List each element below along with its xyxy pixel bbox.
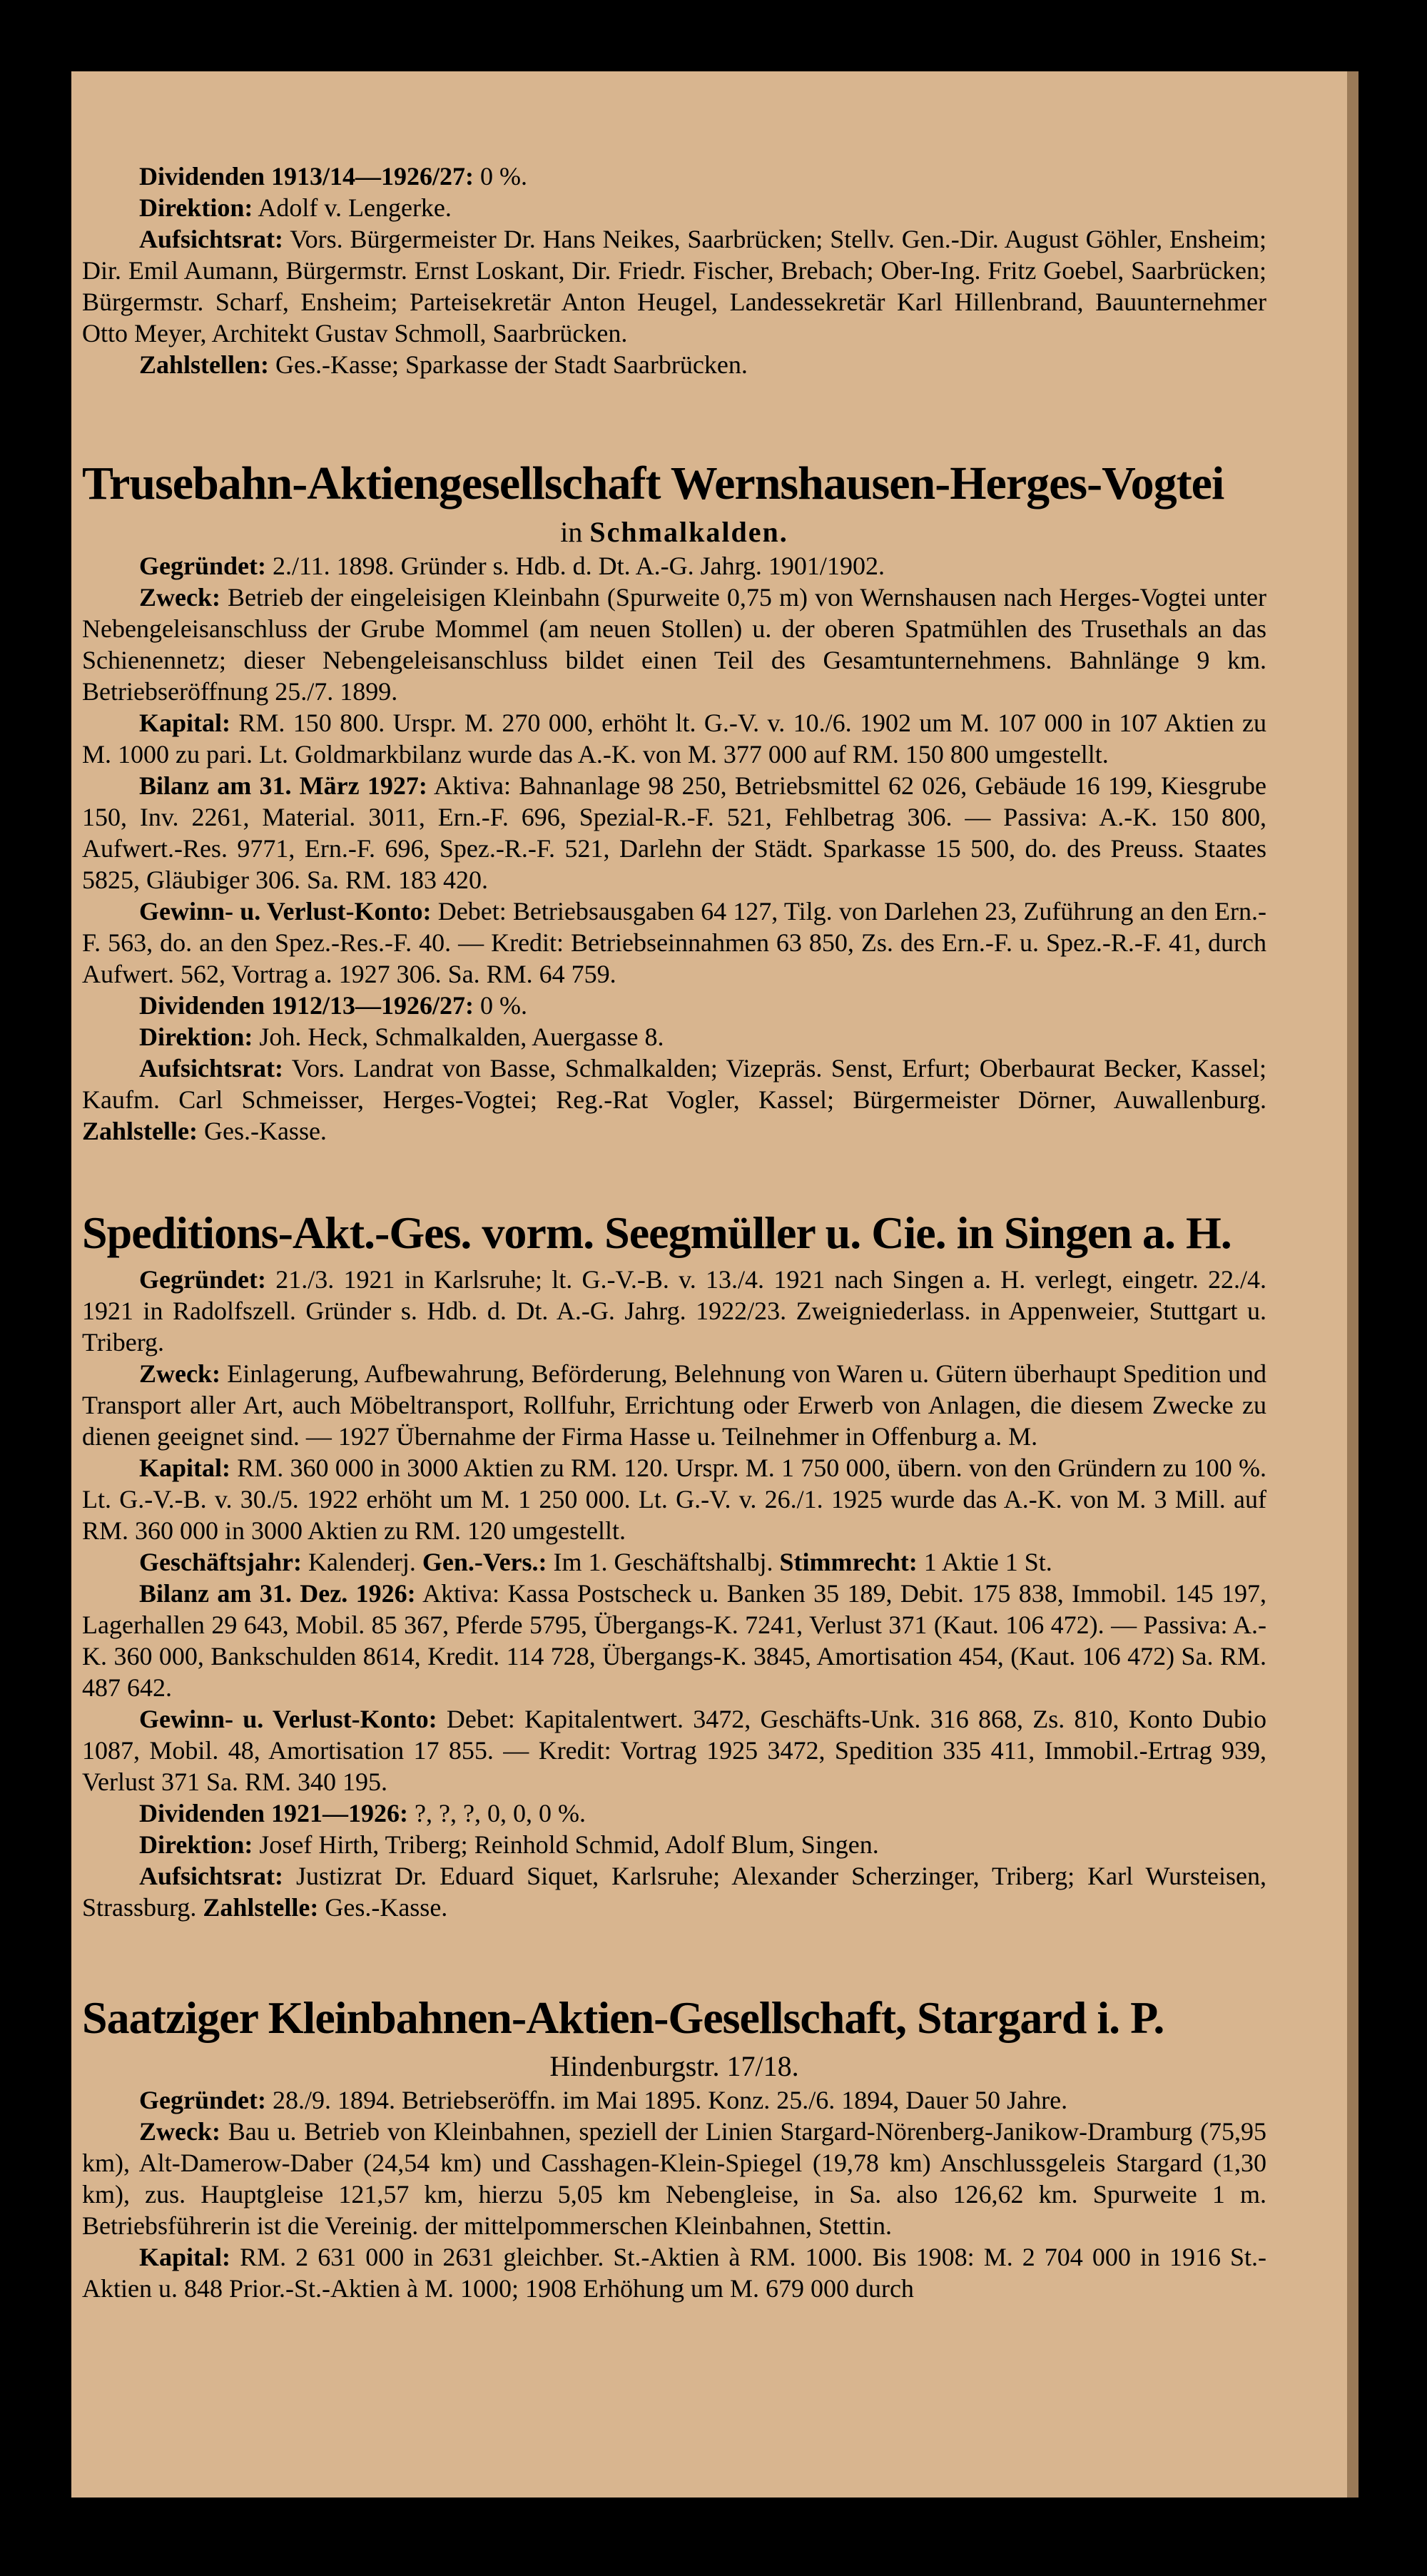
company-title: Trusebahn-Aktiengesellschaft Wernshausen-Herges-Vogtei: [82, 457, 1224, 509]
gegruendet: Gegründet: 21./3. 1921 in Karlsruhe; lt. G.-V.-B. v. 13./4. 1921 nach Singen a. H. verlegt, eingetr. 22./4. 1921 in Radolfszell. Gründer s. Hdb. d. Dt. A.-G. Jahrg. 1922/23. Zweigniederlass. in Appenweier, Stuttgart u. Triberg.: [82, 1265, 1267, 1357]
dividenden: Dividenden 1921—1926: ?, ?, ?, 0, 0, 0 %.: [139, 1799, 586, 1827]
bilanz: Bilanz am 31. März 1927: Aktiva: Bahnanlage 98 250, Betriebsmittel 62 026, Gebäude 16 199, Kiesgrube 150, Inv. 2261, Material. 3011, Ern.-F. 696, Spezial-R.-F. 521, Fehlbetrag 306. — Passiva: A.-K. 150 800, Aufwert.-Res. 9771, Ern.-F. 696, Spez.-R.-F. 521, Darlehn der Städt. Sparkasse 15 500, do. des Preuss. Staates 5825, Gläubiger 306. Sa. RM. 183 420.: [82, 771, 1266, 894]
zweck: Zweck: Betrieb der eingeleisigen Kleinbahn (Spurweite 0,75 m) von Wernshausen nach Herges-Vogtei unter Nebengeleisanschluss der Grube Mommel (am neuen Stollen) u. der oberen Spatmühlen des Trusethals an das Schienennetz; dieser Nebengeleisanschluss bildet einen Teil des Gesamtunternehmens. Bahnlänge 9 km. Betriebseröffnung 25./7. 1899.: [82, 583, 1266, 706]
entry-trusebahn: [82, 453, 1266, 1147]
prev-zahlstellen: Zahlstellen: Ges.-Kasse; Sparkasse der Stadt Saarbrücken.: [139, 350, 748, 379]
company-place: in Schmalkalden.: [560, 516, 788, 548]
geschaeftsjahr: Geschäftsjahr: Kalenderj. Gen.-Vers.: Im 1. Geschäftshalbj. Stimmrecht: 1 Aktie 1 St.: [139, 1548, 1052, 1576]
company-title: Speditions-Akt.-Ges. vorm. Seegmüller u. Cie. in Singen a. H.: [82, 1207, 1232, 1258]
company-title: Saatziger Kleinbahnen-Aktien-Gesellschaft, Stargard i. P.: [82, 1992, 1164, 2043]
company-address: Hindenburgstr. 17/18.: [549, 2050, 799, 2082]
page-fold: [1347, 71, 1359, 2498]
aufsichtsrat: Aufsichtsrat: Justizrat Dr. Eduard Siquet, Karlsruhe; Alexander Scherzinger, Triberg; Karl Wursteisen, Strassburg. Zahlstelle: Ges.-Kasse.: [82, 1862, 1267, 1922]
page-number: 7002: [82, 29, 145, 64]
guv: Gewinn- u. Verlust-Konto: Debet: Betriebsausgaben 64 127, Tilg. von Darlehen 23, Zuführung an den Ern.-F. 563, do. an den Spez.-Res.-F. 40. — Kredit: Betriebseinnahmen 63 850, Zs. des Ern.-F. u. Spez.-R.-F. 41, durch Aufwert. 562, Vortrag a. 1927 306. Sa. RM. 64 759.: [82, 897, 1266, 988]
dividenden: Dividenden 1912/13—1926/27: 0 %.: [139, 991, 528, 1020]
entry-saatziger: [82, 1987, 1266, 2304]
page-header: [82, 29, 1195, 71]
zweck: Zweck: Einlagerung, Aufbewahrung, Beförderung, Belehnung von Waren u. Gütern überhaupt Spedition und Transport aller Art, auch Möbeltransport, Rollfuhr, Errichtung oder Erwerb von Anlagen, die diesem Zwecke zu dienen geeignet sind. — 1927 Übernahme der Firma Hasse u. Teilnehmer in Offenburg a. M.: [82, 1359, 1266, 1451]
prev-entry: [82, 161, 1266, 380]
prev-direktion: Direktion: Adolf v. Lengerke.: [139, 193, 452, 222]
guv: Gewinn- u. Verlust-Konto: Debet: Kapitalentwert. 3472, Geschäfts-Unk. 316 868, Zs. 810, Konto Dubio 1087, Mobil. 48, Amortisation 17 855. — Kredit: Vortrag 1925 3472, Spedition 335 411, Immobil.-Ertrag 939, Verlust 371 Sa. RM. 340 195.: [82, 1705, 1267, 1796]
gegruendet: Gegründet: 2./11. 1898. Gründer s. Hdb. d. Dt. A.-G. Jahrg. 1901/1902.: [139, 552, 885, 580]
kapital: Kapital: RM. 150 800. Urspr. M. 270 000, erhöht lt. G.-V. v. 10./6. 1902 um M. 107 000 in 107 Aktien zu M. 1000 zu pari. Lt. Goldmarkbilanz wurde das A.-K. von M. 377 000 auf RM. 150 800 umgestellt.: [82, 709, 1267, 769]
kapital: Kapital: RM. 2 631 000 in 2631 gleichber. St.-Aktien à RM. 1000. Bis 1908: M. 2 704 000 in 1916 St.-Aktien u. 848 Prior.-St.-Aktien à M. 1000; 1908 Erhöhung um M. 679 000 durch: [82, 2243, 1267, 2303]
kapital: Kapital: RM. 360 000 in 3000 Aktien zu RM. 120. Urspr. M. 1 750 000, übern. von den Gründern zu 100 %. Lt. G.-V.-B. v. 30./5. 1922 erhöht um M. 1 250 000. Lt. G.-V. v. 26./1. 1925 wurde das A.-K. von M. 3 Mill. auf RM. 360 000 in 3000 Aktien zu RM. 120 umgestellt.: [82, 1454, 1267, 1545]
running-title: Verkehrs-, Transport- und Lagerhaus-Gesellschaften.: [382, 31, 1023, 63]
gegruendet: Gegründet: 28./9. 1894. Betriebseröffn. im Mai 1895. Konz. 25./6. 1894, Dauer 50 Jahre.: [139, 2086, 1068, 2114]
direktion: Direktion: Josef Hirth, Triberg; Reinhold Schmid, Adolf Blum, Singen.: [139, 1830, 879, 1859]
entry-seegmueller: [82, 1202, 1266, 1923]
prev-dividenden: Dividenden 1913/14—1926/27: 0 %.: [139, 162, 528, 191]
direktion: Direktion: Joh. Heck, Schmalkalden, Auergasse 8.: [139, 1023, 664, 1051]
bilanz: Bilanz am 31. Dez. 1926: Aktiva: Kassa Postscheck u. Banken 35 189, Debit. 175 838, Immobil. 145 197, Lagerhallen 29 643, Mobil. 85 367, Pferde 5795, Übergangs-K. 7241, Verlust 371 (Kaut. 106 472). — Passiva: A.-K. 360 000, Bankschulden 8614, Kredit. 114 728, Übergangs-K. 3845, Amortisation 454, (Kaut. 106 472) Sa. RM. 487 642.: [82, 1579, 1266, 1702]
aufsichtsrat: Aufsichtsrat: Vors. Landrat von Basse, Schmalkalden; Vizepräs. Senst, Erfurt; Oberbaurat Becker, Kassel; Kaufm. Carl Schmeisser, Herges-Vogtei; Reg.-Rat Vogler, Kassel; Bürgermeister Dörner, Auwallenburg. Zahlstelle: Ges.-Kasse.: [82, 1054, 1267, 1145]
zweck: Zweck: Bau u. Betrieb von Kleinbahnen, speziell der Linien Stargard-Nörenberg-Janikow-Dramburg (75,95 km), Alt-Damerow-Daber (24,54 km) und Casshagen-Klein-Spiegel (19,78 km) Anschlussgeleis Stargard (1,30 km), zus. Hauptgleise 121,57 km, hierzu 5,05 km Nebengleise, in Sa. also 126,62 km. Spurweite 1 m. Betriebsführerin ist die Vereinig. der mittelpommerschen Kleinbahnen, Stettin.: [82, 2117, 1266, 2240]
prev-aufsichtsrat: Aufsichtsrat: Vors. Bürgermeister Dr. Hans Neikes, Saarbrücken; Stellv. Gen.-Dir. August Göhler, Ensheim; Dir. Emil Aumann, Bürgermstr. Ernst Loskant, Dir. Friedr. Fischer, Brebach; Ober-Ing. Fritz Goebel, Saarbrücken; Bürgermstr. Scharf, Ensheim; Parteisekretär Anton Heugel, Landessekretär Karl Hillenbrand, Bauunternehmer Otto Meyer, Architekt Gustav Schmoll, Saarbrücken.: [82, 225, 1266, 348]
